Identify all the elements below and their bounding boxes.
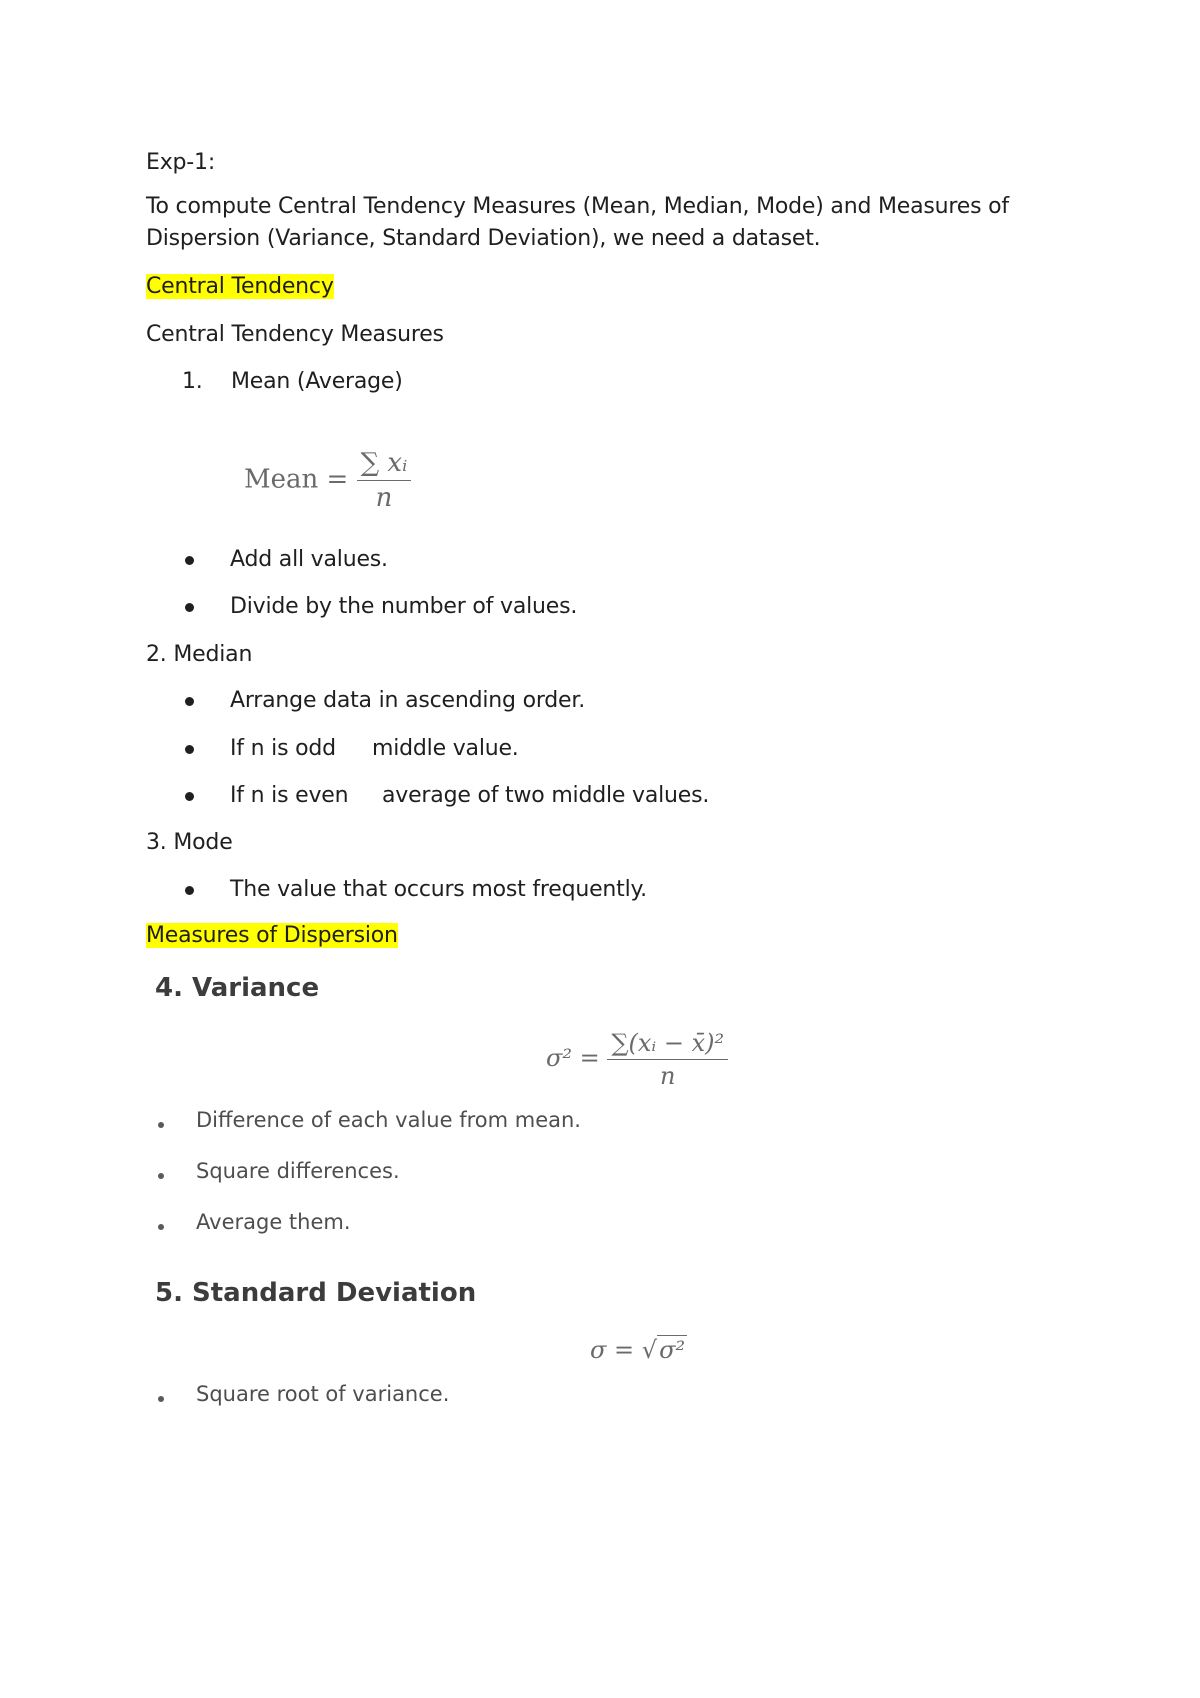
bullet-dot	[158, 1173, 164, 1179]
mode-label: 3. Mode	[146, 830, 233, 855]
mean-label: Mean (Average)	[231, 369, 403, 394]
bullet-dot	[158, 1396, 164, 1402]
variance-formula	[546, 1029, 728, 1090]
highlighted-text: Measures of Dispersion	[146, 923, 398, 948]
variance-formula-lhs: σ² =	[546, 1044, 600, 1072]
bullet-dot	[185, 603, 194, 612]
std-dev-bullet-1: Square root of variance.	[196, 1382, 450, 1406]
std-dev-heading: 5. Standard Deviation	[155, 1278, 477, 1308]
dispersion-highlight	[146, 921, 398, 951]
bullet-dot	[185, 556, 194, 565]
mean-bullet-1: Add all values.	[230, 547, 388, 572]
median-bullet-2b: middle value.	[372, 736, 519, 761]
variance-bullet-1: Difference of each value from mean.	[196, 1108, 581, 1132]
mode-bullet-1: The value that occurs most frequently.	[230, 877, 647, 902]
variance-denominator: n	[660, 1062, 676, 1090]
std-dev-formula	[590, 1336, 687, 1364]
bullet-dot	[185, 886, 194, 895]
bullet-dot	[158, 1224, 164, 1230]
median-bullet-3a: If n is even	[230, 783, 349, 808]
median-bullet-1: Arrange data in ascending order.	[230, 688, 585, 713]
bullet-dot	[185, 745, 194, 754]
central-tendency-heading: Central Tendency Measures	[146, 322, 444, 347]
variance-bullet-2: Square differences.	[196, 1159, 400, 1183]
variance-heading: 4. Variance	[155, 973, 320, 1003]
intro-line-1: To compute Central Tendency Measures (Mean, Median, Mode) and Measures of	[146, 194, 1009, 219]
variance-fraction	[607, 1029, 728, 1090]
mean-denominator: n	[375, 483, 393, 513]
mean-fraction	[357, 448, 412, 513]
variance-numerator: ∑(xᵢ − x̄)²	[607, 1029, 728, 1060]
radicand: σ²	[659, 1336, 686, 1364]
central-tendency-highlight	[146, 272, 334, 302]
bullet-dot	[185, 792, 194, 801]
intro-line-2: Dispersion (Variance, Standard Deviation), we need a dataset.	[146, 226, 821, 251]
median-label: 2. Median	[146, 642, 253, 667]
radical-sign: √	[641, 1336, 658, 1364]
variance-bullet-3: Average them.	[196, 1210, 351, 1234]
mean-numerator: ∑ xᵢ	[357, 448, 412, 481]
exp-title: Exp-1:	[146, 150, 216, 175]
std-dev-formula-lhs: σ =	[590, 1336, 635, 1364]
median-bullet-3b: average of two middle values.	[382, 783, 710, 808]
mean-formula-lhs: Mean =	[244, 464, 349, 495]
mean-number: 1.	[182, 369, 203, 394]
mean-formula	[244, 448, 411, 513]
highlighted-text: Central Tendency	[146, 274, 334, 299]
bullet-dot	[158, 1122, 164, 1128]
bullet-dot	[185, 697, 194, 706]
median-bullet-2a: If n is odd	[230, 736, 336, 761]
mean-bullet-2: Divide by the number of values.	[230, 594, 578, 619]
